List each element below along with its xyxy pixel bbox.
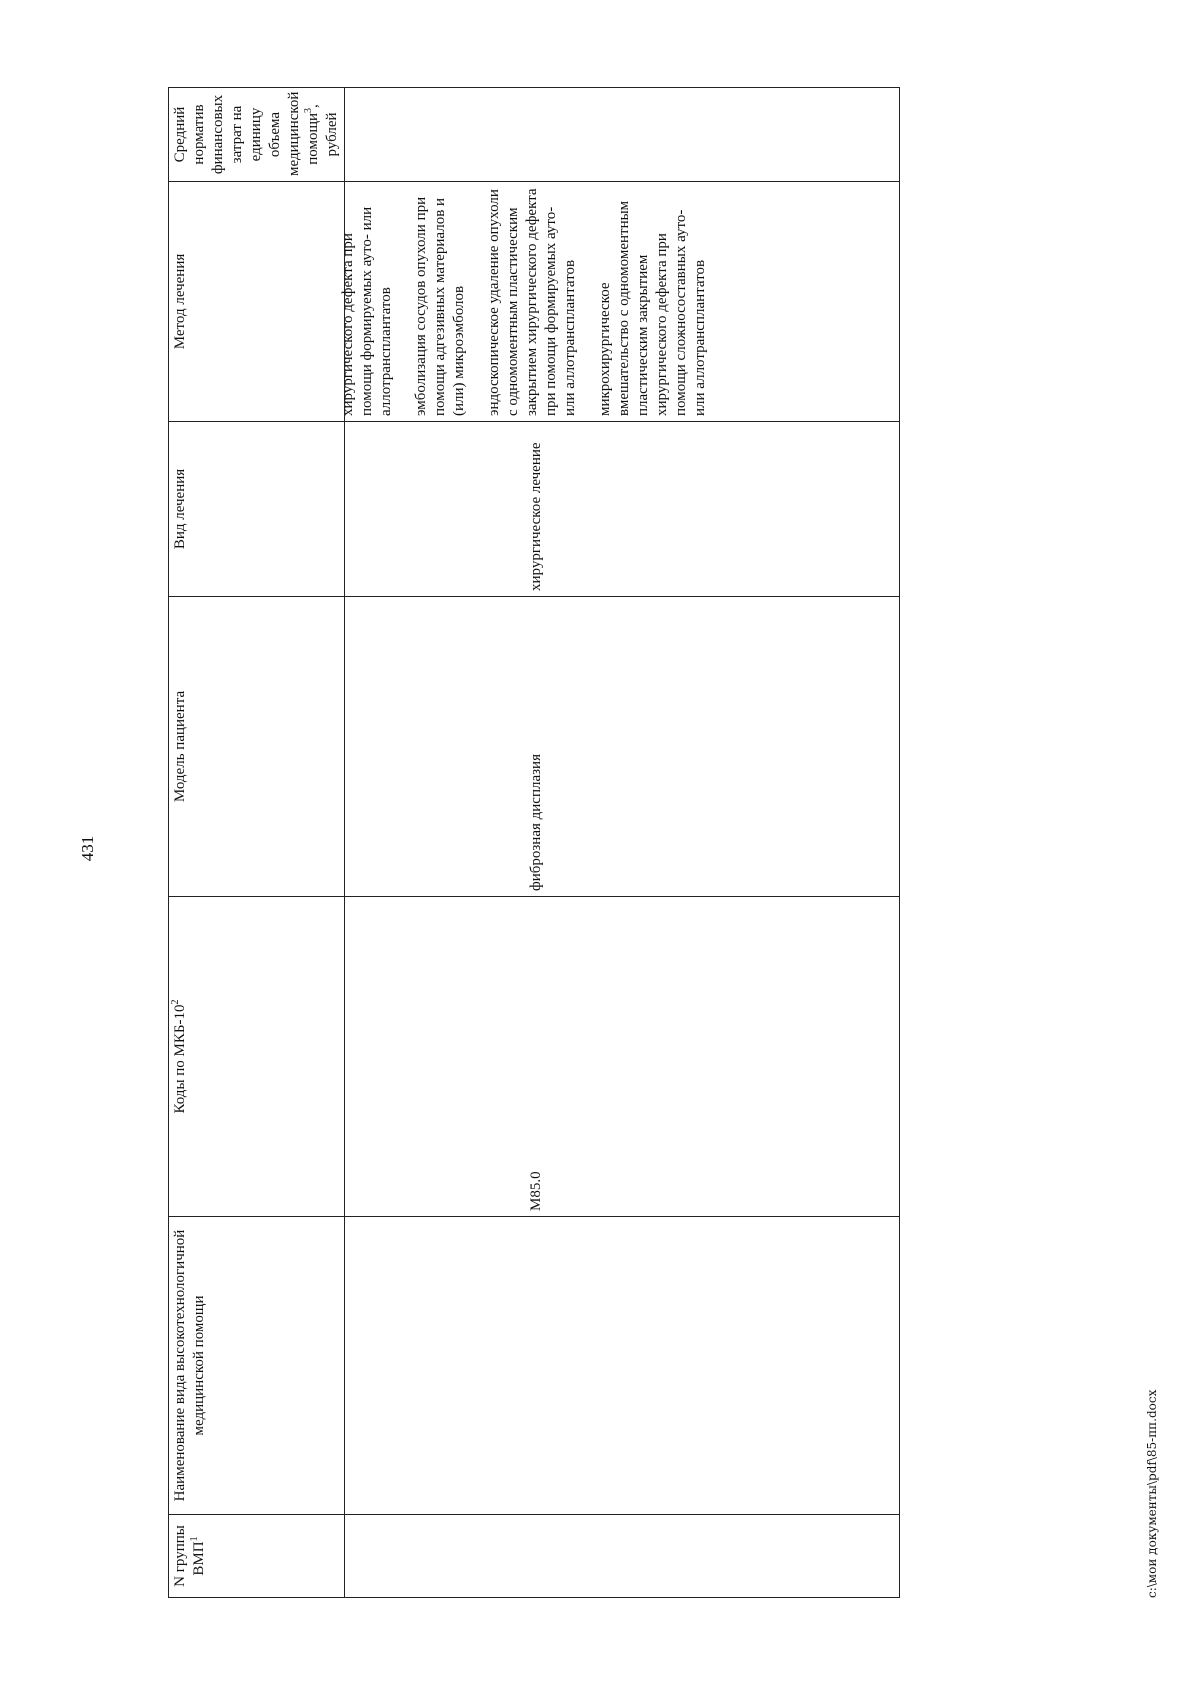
header-treatment-method: Метод лечения bbox=[169, 182, 345, 422]
cell-average-cost bbox=[345, 88, 900, 182]
vmp-table bbox=[168, 87, 900, 1598]
cell-patient-model bbox=[345, 597, 900, 897]
file-path-footer: c:\мои документы\pdf\85-пп.docx bbox=[1145, 1389, 1159, 1598]
treatment-type: хирургическое лечение bbox=[528, 442, 544, 591]
cell-icd-code bbox=[345, 897, 900, 1217]
treatment-method: эмболизация сосудов опухоли при помощи адгезивных материалов и (или) микроэмболов bbox=[413, 196, 467, 416]
cell-treatment-methods bbox=[340, 182, 900, 422]
patient-model: фиброзная дисплазия bbox=[528, 754, 544, 891]
cell-care-type-name bbox=[345, 1217, 900, 1515]
treatment-method: микрохирургическое вмешательство с одномоментным пластическим закрытием хирургического дефекта при помощи сложносоставных ауто- или аллотрансплантатов bbox=[597, 200, 708, 416]
header-care-type-name: Наименование вида высокотехнологичной медицинской помощи bbox=[169, 1217, 345, 1515]
header-patient-model: Модель пациента bbox=[169, 597, 345, 897]
table-header-row bbox=[169, 88, 345, 1598]
page-number: 431 bbox=[78, 835, 97, 862]
header-icd-codes: Коды по МКБ-$10^2$ bbox=[169, 897, 345, 1217]
cell-group-number bbox=[345, 1515, 900, 1598]
cell-treatment-type bbox=[345, 422, 900, 597]
header-treatment-type: Вид лечения bbox=[169, 422, 345, 597]
treatment-method: хирургического дефекта при помощи формируемых ауто- или аллотрансплантатов bbox=[340, 206, 394, 416]
treatment-method: эндоскопическое удаление опухоли с одномоментным пластическим закрытием хирургического дефекта при помощи формируемых ауто- или аллотрансплантатов bbox=[486, 188, 578, 416]
header-average-cost: Средний норматив финансовых затрат на единицу объема медицинской помощи$^3$, рублей bbox=[169, 88, 345, 182]
header-group-number: N группы ВМП$^1$ bbox=[169, 1515, 345, 1598]
icd-code: М85.0 bbox=[528, 1171, 544, 1211]
table-row bbox=[345, 88, 900, 1598]
